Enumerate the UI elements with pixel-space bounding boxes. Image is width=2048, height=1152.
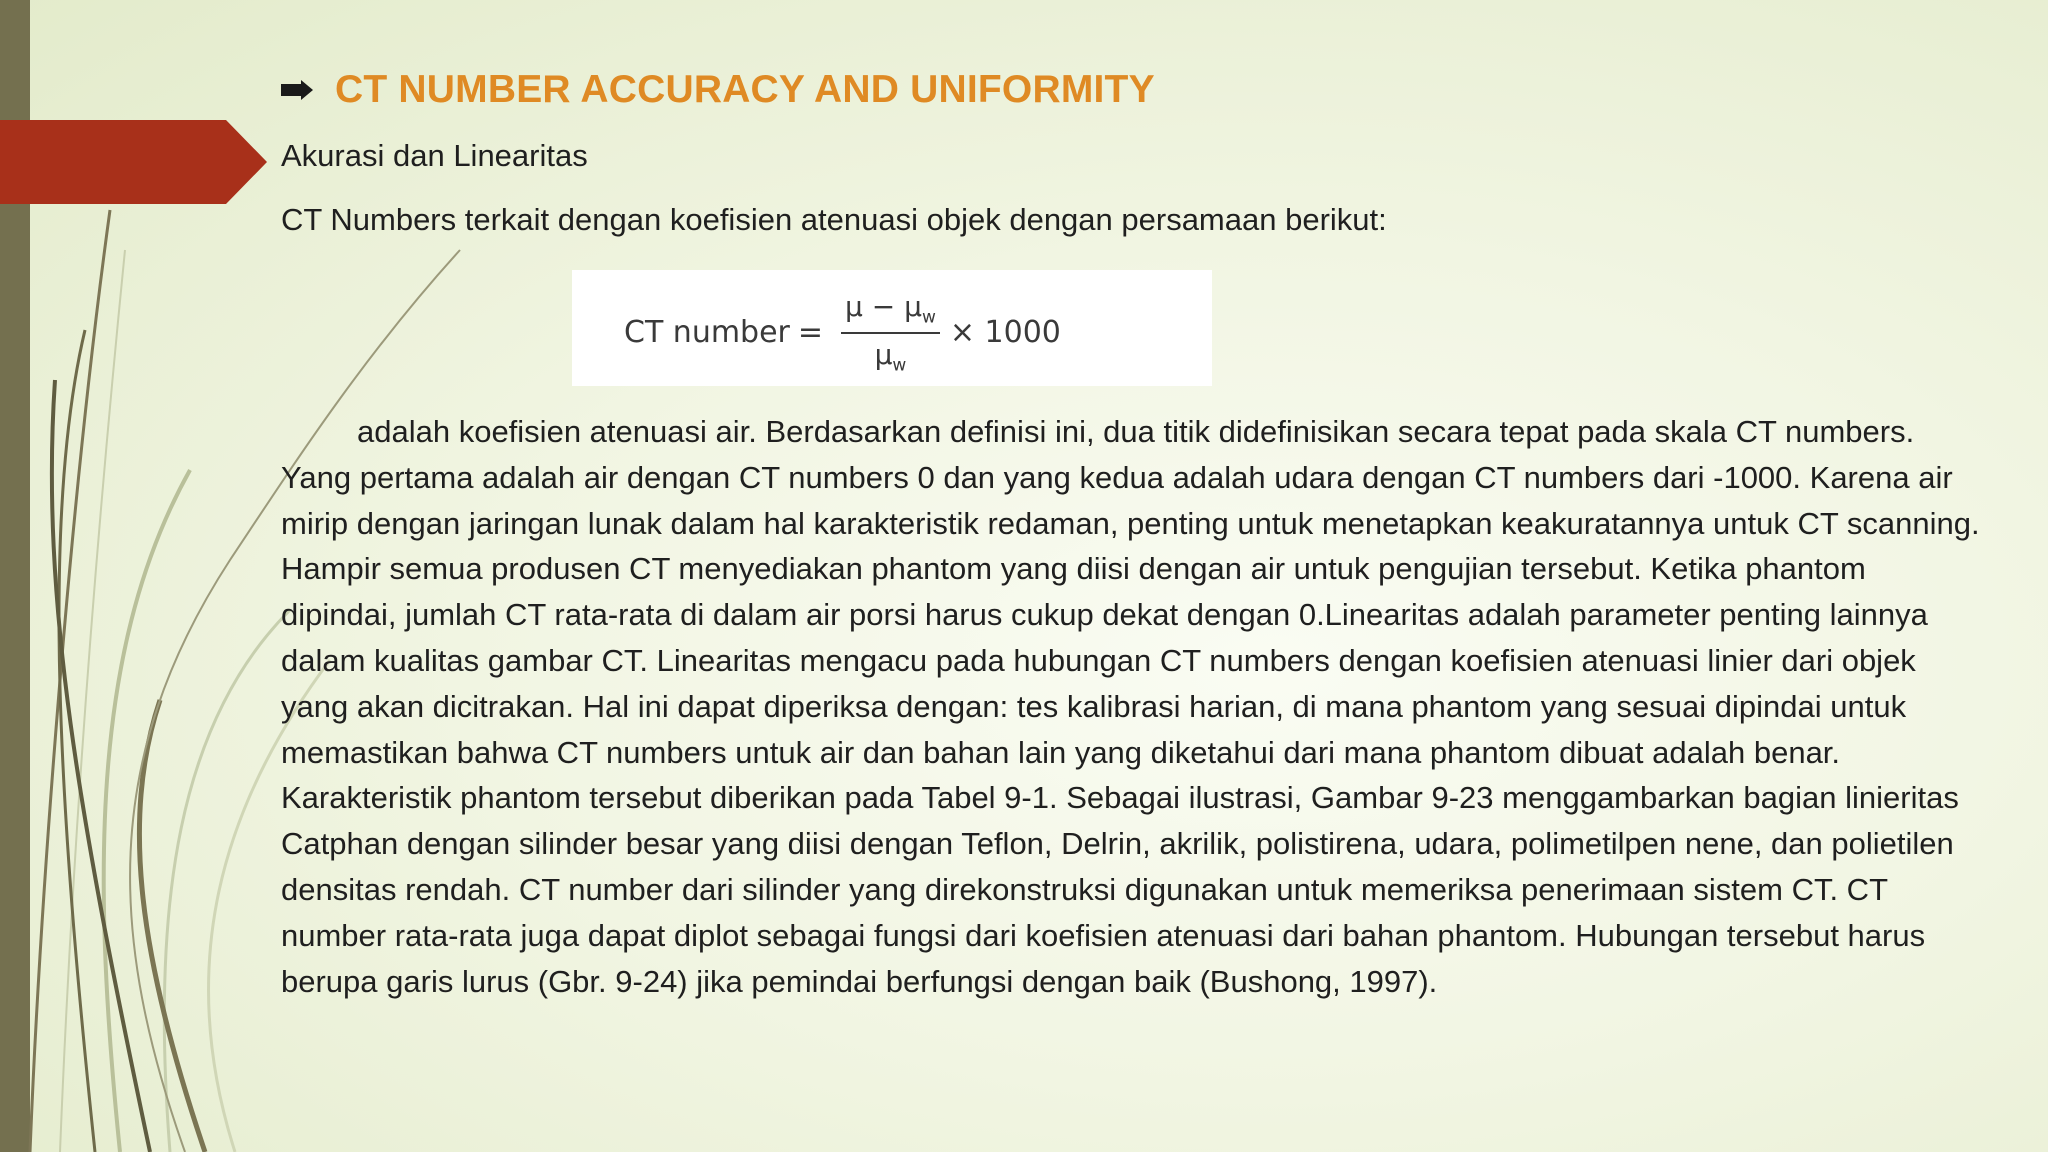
formula-denominator-text: μ [874, 337, 893, 371]
red-accent-tab [0, 120, 267, 204]
formula-numerator-text: μ − μ [845, 290, 922, 323]
formula-fraction [841, 290, 940, 375]
formula-numerator-sub: w [921, 307, 936, 328]
arrow-bullet-icon [281, 80, 313, 100]
formula-multiplier: × 1000 [949, 315, 1061, 351]
formula-numerator [841, 290, 940, 334]
ct-number-formula [624, 290, 1061, 375]
formula-denominator [875, 334, 907, 376]
formula-lhs: CT number [624, 315, 790, 351]
formula-image [572, 270, 1212, 386]
formula-denominator-sub: w [892, 355, 907, 376]
slide-subtitle: Akurasi dan Linearitas [281, 138, 588, 173]
intro-text: CT Numbers terkait dengan koefisien atenuasi objek dengan persamaan berikut: [281, 202, 1387, 237]
formula-equals: = [797, 315, 824, 351]
body-paragraph: adalah koefisien atenuasi air. Berdasarkan definisi ini, dua titik didefinisikan secara tepat pada skala CT numbers. Yang pertama adalah air dengan CT numbers 0 dan yang kedua adalah udara dengan CT numbers dari -1000. Karena air mirip dengan jaringan lunak dalam hal karakteristik redaman, penting untuk menetapkan keakuratannya untuk CT scanning. Hampir semua produsen CT menyediakan phantom yang diisi dengan air untuk pengujian tersebut. Ketika phantom dipindai, jumlah CT rata-rata di dalam air porsi harus cukup dekat dengan 0.Linearitas adalah parameter penting lainnya dalam kualitas gambar CT. Linearitas mengacu pada hubungan CT numbers dengan koefisien atenuasi linier dari objek yang akan dicitrakan. Hal ini dapat diperiksa dengan: tes kalibrasi harian, di mana phantom yang sesuai dipindai untuk memastikan bahwa CT numbers untuk air dan bahan lain yang diketahui dari mana phantom dibuat adalah benar. Karakteristik phantom tersebut diberikan pada Tabel 9-1. Sebagai ilustrasi, Gambar 9-23 menggambarkan bagian linieritas Catphan dengan silinder besar yang diisi dengan Teflon, Delrin, akrilik, polistirena, udara, polimetilpen nene, dan polietilen densitas rendah. CT number dari silinder yang direkonstruksi digunakan untuk memeriksa penerimaan sistem CT. CT number rata-rata juga dapat diplot sebagai fungsi dari koefisien atenuasi dari bahan phantom. Hubungan tersebut harus berupa garis lurus (Gbr. 9-24) jika pemindai berfungsi dengan baik (Bushong, 1997). [281, 414, 1980, 999]
title-row [281, 60, 1981, 120]
slide-title: CT NUMBER ACCURACY AND UNIFORMITY [335, 68, 1155, 111]
slide-content [281, 60, 1981, 246]
